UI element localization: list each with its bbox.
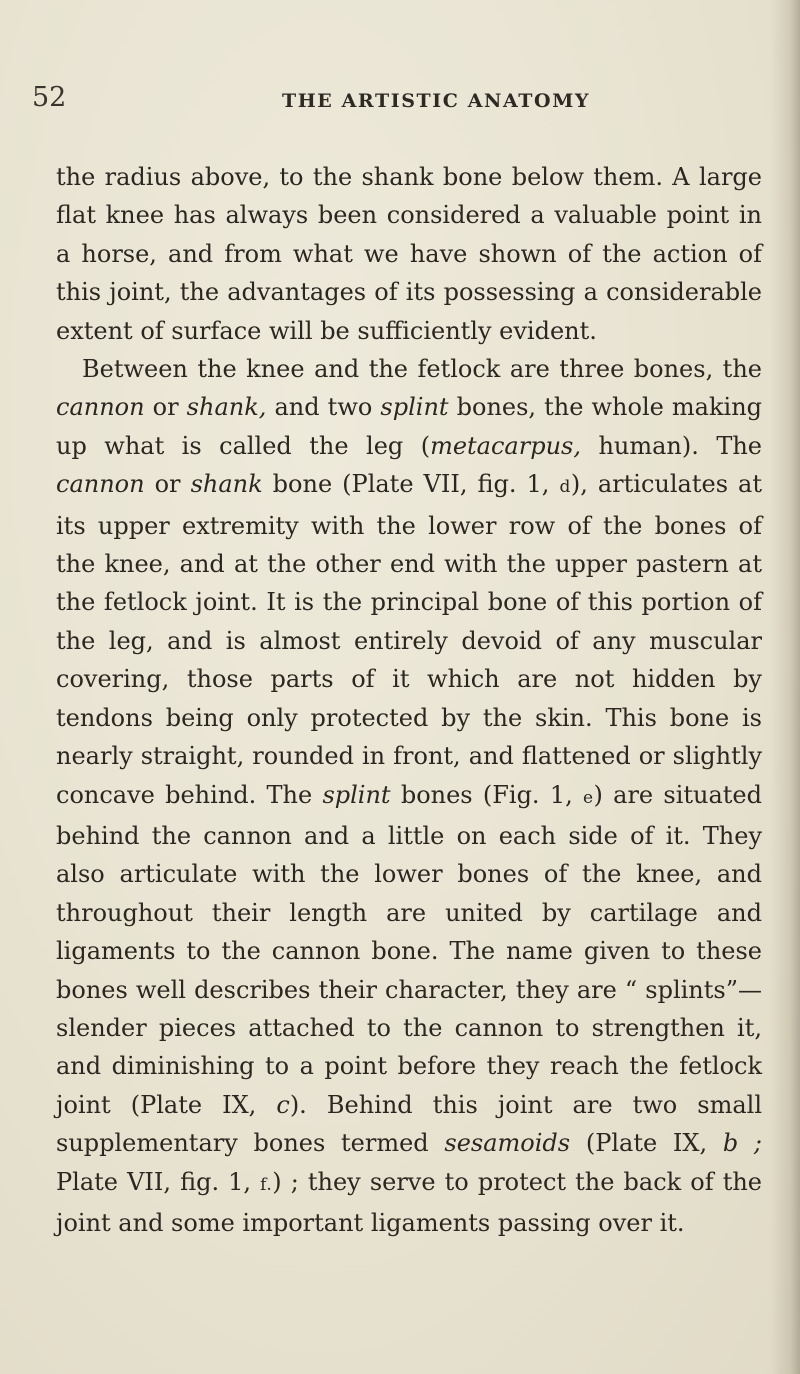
running-title: THE ARTISTIC ANATOMY xyxy=(282,90,590,112)
text-run: human). The xyxy=(580,431,762,460)
figure-ref-d: d xyxy=(559,477,571,498)
figure-ref-b: b ; xyxy=(722,1129,762,1158)
term-splint: splint xyxy=(380,393,449,422)
term-metacarpus: metacarpus, xyxy=(430,431,581,460)
paragraph-2 xyxy=(56,350,762,1242)
text-run: bone (Plate VII, fig. 1, xyxy=(262,470,560,499)
running-head xyxy=(0,82,800,122)
text-run: or xyxy=(144,393,187,422)
text-run: (Plate IX, xyxy=(570,1129,723,1158)
figure-ref-f: f. xyxy=(260,1174,273,1195)
text-run: Between the knee and the fetlock are three bones, the xyxy=(82,355,762,384)
term-splint: splint xyxy=(322,780,391,809)
term-sesamoids: sesamoids xyxy=(444,1129,571,1158)
text-run: bones (Fig. 1, xyxy=(390,780,583,809)
text-run: or xyxy=(144,470,191,499)
body-text xyxy=(56,158,762,1242)
text-run: ) ; they serve to protect the back of the joint and some important ligaments passing over it. xyxy=(56,1167,762,1237)
term-shank: shank xyxy=(190,470,263,499)
text-run: ). Behind this joint are two small supplementary bones termed xyxy=(56,1090,762,1158)
text-run: Plate VII, fig. 1, xyxy=(56,1167,261,1196)
term-shank: shank, xyxy=(186,393,267,422)
term-cannon: cannon xyxy=(56,393,145,422)
text-run: and two xyxy=(266,393,381,422)
page-number: 52 xyxy=(32,82,67,113)
text-run: ), articulates at its upper extremity with the lower row of the bones of the knee, and at the other end with the upper pastern at the fetlock joint. It is the principal bone of this portion of the leg, and is almost entirely devoid of any muscular covering, those parts of it which are not hidden by tendons being only protected by the skin. This bone is nearly straight, rounded in front, and flattened or slightly concave behind. The xyxy=(56,470,762,809)
text-run: ) are situated behind the cannon and a little on each side of it. They also articulate with the lower bones of the knee, and throughout their length are united by cartilage and ligaments to the cannon bone. The name given to these bones well describes their character, they are “ splints”—slender pieces attached to the cannon to strengthen it, and diminishing to a point before they reach the fetlock joint (Plate IX, xyxy=(56,780,762,1119)
figure-ref-e: e xyxy=(582,787,594,808)
text-run: bones, the whole making up what is called the leg ( xyxy=(56,393,763,460)
term-cannon: cannon xyxy=(56,470,145,499)
paragraph-1: the radius above, to the shank bone below them. A large flat knee has always been considered a valuable point in a horse, and from what we have shown of the action of this joint, the advantages of its possessing a considerable extent of surface will be sufficiently evident. xyxy=(56,163,762,345)
figure-ref-c: c xyxy=(276,1090,290,1119)
